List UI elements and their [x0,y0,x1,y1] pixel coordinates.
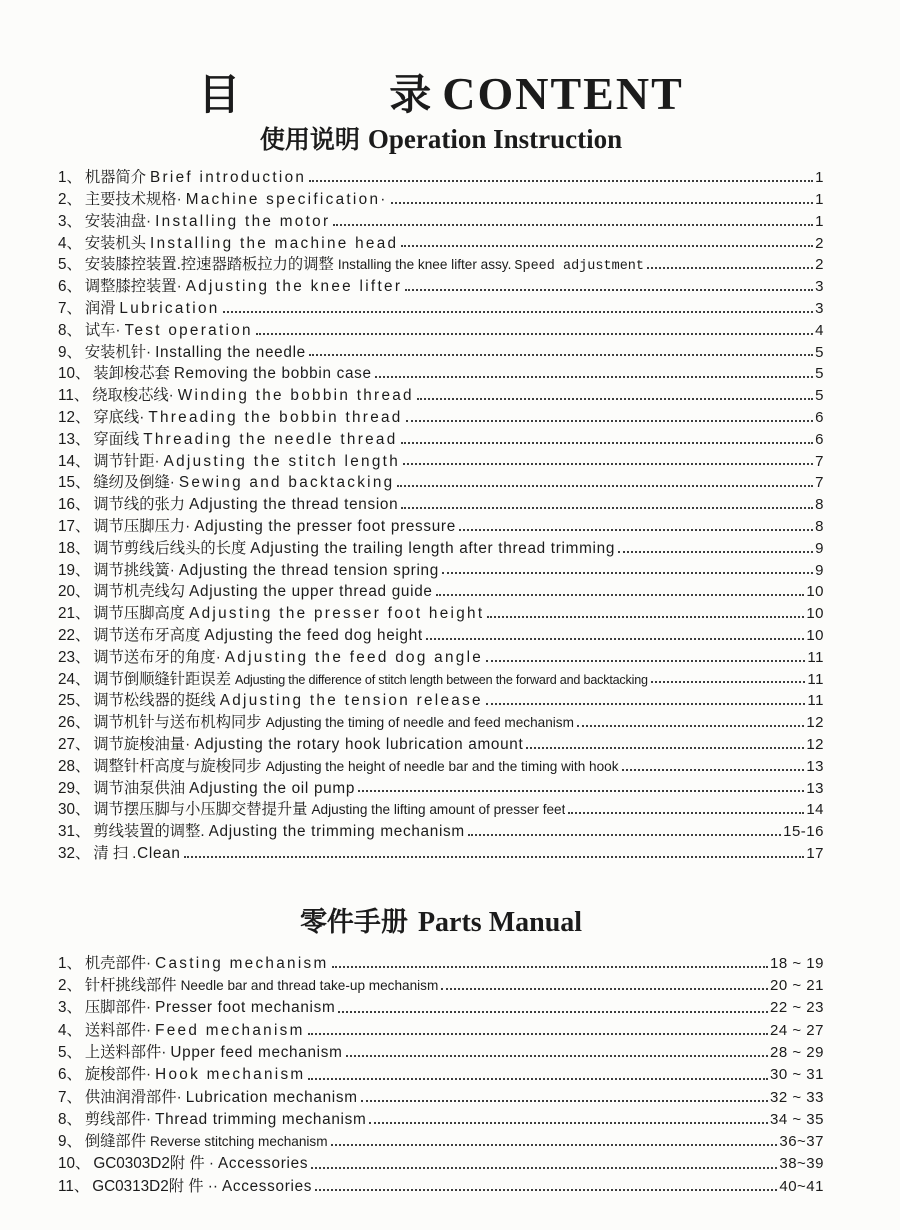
toc-row [58,819,824,841]
toc-item-page: 2 [815,234,824,252]
dotted-leader [426,638,804,640]
toc-item-title-zh: 调节线的张力 [93,496,186,514]
toc-item-title-en: Lubrication mechanism [185,1088,358,1106]
toc-item-page: 6 [815,430,824,448]
toc-item-title-en: Adjusting the lifting amount of presser feet [311,802,566,818]
toc-item-number: 10、 [58,365,91,383]
toc-item-number: 26、 [58,714,91,732]
parts-manual-heading [58,900,824,939]
toc-item-title-zh: 试车· [84,321,121,339]
toc-row [58,579,824,601]
toc-item-number: 9、 [58,1133,82,1151]
toc-item-title-en: Adjusting the feed dog angle [224,648,484,666]
toc-item-number: 31、 [58,823,91,841]
toc-item-title-zh: 剪线装置的调整. [93,823,205,841]
toc-row [58,449,824,471]
toc-row [58,1062,824,1084]
toc-item-number: 23、 [58,648,91,666]
dotted-leader [622,769,805,771]
toc-item-title-zh: 调节倒顺缝针距误差 [93,670,231,688]
toc-item-title-zh: 安装机头 [84,234,147,252]
dotted-leader [369,1122,768,1124]
toc-item-page: 20 ~ 21 [770,977,824,995]
toc-item-number: 15、 [58,474,91,492]
dotted-leader [401,507,813,509]
toc-item-title-zh: 上送料部件· [84,1043,167,1061]
toc-item-title-zh: GC0303D2附 件 · [93,1155,215,1173]
toc-item-number: 25、 [58,692,91,710]
toc-row [58,973,824,995]
toc-row [58,165,824,187]
dotted-leader [315,1189,777,1191]
toc-row [58,1040,824,1062]
toc-row [58,1129,824,1151]
toc-item-title-zh: 调节挑线簧· [93,561,175,579]
toc-item-title-en: Accessories [218,1155,309,1173]
toc-item-title-en: Adjusting the trailing length after thread trimming [250,539,616,557]
page-subtitle [58,120,824,156]
toc-item-page: 14 [806,801,824,819]
toc-item-title-en: Installing the knee lifter assy. [337,257,512,273]
dotted-leader [441,988,768,990]
dotted-leader [309,354,813,356]
toc-item-number: 2、 [58,977,82,995]
toc-item-number: 5、 [58,1043,82,1061]
toc-item-page: 13 [806,779,824,797]
dotted-leader [577,725,804,727]
toc-item-number: 21、 [58,605,91,623]
toc-row [58,797,824,819]
toc-item-title-en: Adjusting the height of needle bar and the timing with hook [265,758,619,774]
dotted-leader [308,1033,768,1035]
title-zh-left: 目 [198,71,242,118]
toc-item-title-zh: 针杆挑线部件 [84,977,177,995]
toc-item-title-en: Needle bar and thread take-up mechanism [180,978,439,994]
toc-item-number: 8、 [58,321,82,339]
toc-item-title-en: Adjusting the stitch length [163,452,401,470]
toc-item-number: 32、 [58,845,91,862]
toc-item-page: 22 ~ 23 [770,999,824,1017]
toc-row [58,732,824,754]
toc-item-title-en: Machine specification· [185,191,388,209]
toc-row [58,645,824,667]
dotted-leader [406,420,814,422]
toc-item-number: 1、 [58,169,82,187]
dotted-leader [397,485,813,487]
toc-item-page: 3 [815,278,824,296]
toc-item-title-zh: 清 扫 [93,845,129,862]
toc-item-number: 13、 [58,430,91,448]
toc-item-title-en: Threading the needle thread [143,430,398,448]
toc-row [58,383,824,405]
toc-item-page: 2 [815,256,824,274]
toc-row [58,405,824,427]
toc-item-page: 1 [815,212,824,230]
toc-item-number: 8、 [58,1110,82,1128]
toc-item-page: 36~37 [779,1133,824,1151]
toc-row [58,296,824,318]
toc-item-title-en: Installing the machine head [150,234,399,252]
toc-row [58,951,824,973]
toc-item-title-zh: 调节压脚压力· [93,518,191,536]
toc-item-title-en: Adjusting the presser foot pressure [194,518,456,536]
toc-item-page: 38~39 [779,1155,824,1173]
toc-row [58,470,824,492]
toc-row [58,209,824,231]
toc-item-title-zh: 调节送布牙的角度· [93,648,221,666]
toc-item-title-en: Lubrication [119,300,220,318]
toc-item-title-en: Sewing and backtacking [178,474,395,492]
dotted-leader [568,812,804,814]
dotted-leader [526,747,804,749]
toc-item-number: 30、 [58,801,91,819]
toc-item-number: 4、 [58,1021,82,1039]
dotted-leader [468,834,781,836]
toc-item-page: 1 [815,169,824,187]
title-en: CONTENT [442,68,684,119]
toc-item-title-zh: 调节送布牙高度 [93,627,201,645]
toc-item-title-en: Adjusting the difference of stitch length between the forward and backtacking [235,672,648,687]
toc-item-page: 12 [806,736,824,754]
toc-item-page: 32 ~ 33 [770,1088,824,1106]
toc-item-title-en: Threading the bobbin thread [148,409,403,427]
dotted-leader [256,333,813,335]
toc-row [58,623,824,645]
toc-item-number: 18、 [58,539,91,557]
toc-item-number: 7、 [58,1088,82,1106]
toc-item-page: 8 [815,518,824,536]
toc-row [58,427,824,449]
dotted-leader [223,311,814,313]
toc-item-page: 9 [815,561,824,579]
toc-row [58,601,824,623]
toc-row [58,187,824,209]
dotted-leader [309,180,813,182]
toc-row [58,492,824,514]
title-zh-right: 录 [389,71,433,118]
parts-heading-zh: 零件手册 [299,906,408,937]
toc-row [58,710,824,732]
dotted-leader [459,529,813,531]
toc-item-title-en: Presser foot mechanism [155,999,336,1017]
toc-item-title-zh: 调节剪线后线头的长度 [93,539,247,557]
toc-item-title-zh: 装卸梭芯套 [93,365,170,383]
toc-row [58,536,824,558]
dotted-leader [332,966,768,968]
toc-item-title-en: Reverse stitching mechanism [150,1134,328,1150]
toc-item-number: 24、 [58,670,91,688]
toc-item-title-en: Adjusting the feed dog height [204,627,423,645]
toc-item-title-zh: 调整针杆高度与旋梭同步 [93,757,262,775]
toc-item-page: 8 [815,496,824,514]
toc-item-title-en: Adjusting the rotary hook lubrication amount [194,736,524,754]
toc-item-number: 6、 [58,1066,82,1084]
toc-item-title-zh: 调节机壳线勾 [93,583,186,601]
toc-item-title-en: Accessories [222,1177,313,1195]
toc-item-title-zh: 调节松线器的挺线 [93,692,216,710]
page-title [58,70,824,118]
toc-row [58,361,824,383]
toc-item-number: 11、 [58,1177,90,1195]
toc-item-title-en: Adjusting the thread tension [189,496,399,514]
toc-item-number: 5、 [58,256,82,274]
toc-item-number: 12、 [58,409,91,427]
toc-item-number: 10、 [58,1155,91,1173]
toc-row [58,274,824,296]
toc-item-title-en: Adjusting the trimming mechanism [208,823,465,841]
toc-item-title-zh: 压脚部件· [84,999,152,1017]
toc-item-title-en: Adjusting the thread tension spring [178,561,439,579]
toc-row [58,776,824,798]
toc-item-title-zh: 旋梭部件· [84,1066,152,1084]
toc-item-title-zh: 调整膝控装置· [84,278,182,296]
dotted-leader [618,551,813,553]
toc-item-page: 34 ~ 35 [770,1110,824,1128]
toc-item-title-zh: 安装油盘· [84,212,152,230]
toc-item-title-zh: GC0313D2附 件 ·· [92,1177,218,1195]
toc-item-title-en: Adjusting the knee lifter [185,278,403,296]
toc-item-title-en: Test operation [124,321,253,339]
toc-item-page: 6 [815,409,824,427]
toc-item-title-zh: 送料部件· [84,1021,152,1039]
toc-item-page: 5 [815,387,824,405]
toc-item-title-en: Casting mechanism [155,954,329,972]
toc-item-title-en: Brief introduction [150,169,307,187]
toc-item-title-en: Adjusting the oil pump [189,779,356,797]
toc-item-title-zh: 润滑 [84,300,116,318]
toc-row [58,1107,824,1129]
toc-item-number: 22、 [58,627,91,645]
toc-item-title-zh: 主要技术规格· [84,191,182,209]
dotted-leader [308,1078,768,1080]
toc-item-page: 9 [815,539,824,557]
toc-item-page: 30 ~ 31 [770,1066,824,1084]
toc-item-page: 10 [806,583,824,601]
toc-item-title-zh: 剪线部件· [84,1110,152,1128]
toc-item-title-zh: 调节摆压脚与小压脚交替提升量 [93,801,308,819]
dotted-leader [651,681,806,683]
toc-item-number: 9、 [58,343,82,361]
toc-row [58,318,824,340]
toc-item-title-zh: 安装机针· [84,343,152,361]
parts-heading-en: Parts Manual [417,906,583,938]
toc-item-title-en: Adjusting the tension release [219,692,483,710]
toc-item-number: 11、 [58,387,90,405]
toc-row [58,1018,824,1040]
toc-item-number: 4、 [58,234,82,252]
dotted-leader [358,790,804,792]
toc-item-title-en: Upper feed mechanism [170,1043,343,1061]
dotted-leader [417,398,813,400]
operation-instruction-toc [58,165,824,863]
toc-item-number: 16、 [58,496,91,514]
toc-item-title-zh: 机壳部件· [84,954,152,972]
toc-item-title-zh: 安装膝控装置.控速器踏板拉力的调整 [84,256,334,274]
toc-item-page: 4 [815,321,824,339]
toc-item-page: 28 ~ 29 [770,1043,824,1061]
toc-item-page: 40~41 [779,1177,824,1195]
toc-item-number: 3、 [58,212,82,230]
dotted-leader [311,1167,777,1169]
toc-item-title-zh: 调节旋梭油量· [93,736,191,754]
dotted-leader [375,376,813,378]
toc-item-number: 17、 [58,518,91,536]
toc-item-page: 12 [806,714,824,732]
dotted-leader [442,572,813,574]
toc-item-title-zh: 调节压脚高度 [93,605,186,623]
dotted-leader [184,856,805,858]
toc-item-number: 2、 [58,191,82,209]
toc-row [58,995,824,1017]
toc-item-page: 15-16 [783,823,824,841]
dotted-leader [436,594,805,596]
toc-item-title-en: Feed mechanism [155,1021,305,1039]
toc-row [58,754,824,776]
dotted-leader [333,224,813,226]
toc-item-page: 18 ~ 19 [770,954,824,972]
toc-item-page: 10 [806,605,824,623]
toc-item-number: 3、 [58,999,82,1017]
dotted-leader [346,1055,768,1057]
toc-item-title-zh: 穿面线 [93,430,140,448]
toc-item-title-en: Adjusting the upper thread guide [189,583,433,601]
toc-item-title-en: Installing the needle [155,343,306,361]
toc-item-number: 19、 [58,561,91,579]
dotted-leader [405,289,813,291]
toc-item-title-en: Winding the bobbin thread [177,387,414,405]
dotted-leader [361,1100,768,1102]
dotted-leader [401,442,814,444]
toc-item-page: 5 [815,365,824,383]
subtitle-zh: 使用说明 [259,126,360,155]
toc-row [58,667,824,689]
toc-item-page: 17 [806,845,824,862]
toc-item-page: 7 [815,452,824,470]
toc-item-page: 24 ~ 27 [770,1021,824,1039]
toc-row [58,340,824,362]
toc-item-number: 7、 [58,300,82,318]
dotted-leader [403,463,813,465]
toc-item-title-en: Hook mechanism [155,1066,306,1084]
dotted-leader [331,1144,778,1146]
toc-row [58,231,824,253]
toc-item-page: 7 [815,474,824,492]
toc-item-title-zh: 机器简介 [84,169,147,187]
dotted-leader [401,245,813,247]
toc-item-title-zh: 穿底线· [93,409,145,427]
toc-item-number: 27、 [58,736,91,754]
toc-row [58,558,824,580]
toc-item-title-zh: 调节机针与送布机构同步 [93,714,262,732]
dotted-leader [391,202,814,204]
toc-item-title-en: Removing the bobbin case [173,365,372,383]
dotted-leader [338,1011,768,1013]
toc-item-page: 3 [815,300,824,318]
toc-item-page: 10 [806,627,824,645]
toc-row [58,1151,824,1173]
toc-item-title-zh: 倒缝部件 [84,1133,147,1151]
toc-item-number: 20、 [58,583,91,601]
toc-item-title-zh: 缝纫及倒缝· [93,474,175,492]
dotted-leader [647,267,813,269]
toc-row [58,1174,824,1196]
toc-item-page: 11 [807,670,824,688]
toc-item-page: 11 [807,648,824,666]
toc-item-title-en: .Clean [132,845,181,862]
toc-item-page: 11 [807,692,824,710]
subtitle-en: Operation Instruction [367,124,623,155]
toc-item-title-en: Thread trimming mechanism [155,1110,367,1128]
toc-row [58,1085,824,1107]
toc-row [58,688,824,710]
toc-item-title-en: Adjusting the timing of needle and feed mechanism [265,715,574,731]
toc-item-number: 1、 [58,954,82,972]
toc-item-number: 28、 [58,757,91,775]
parts-manual-toc [58,951,824,1196]
toc-item-number: 6、 [58,278,82,296]
toc-item-title-zh: 绕取梭芯线· [92,387,174,405]
toc-item-page: 13 [806,757,824,775]
toc-item-title-zh: 调节油泵供油 [93,779,186,797]
dotted-leader [486,660,805,662]
toc-item-title-en: Adjusting the presser foot height [189,605,485,623]
toc-item-page: 5 [815,343,824,361]
dotted-leader [487,616,804,618]
toc-row [58,841,824,863]
toc-row [58,252,824,274]
dotted-leader [486,703,806,705]
toc-item-title-en: Installing the motor [155,212,331,230]
toc-item-title-zh: 供油润滑部件· [84,1088,182,1106]
toc-item-number: 29、 [58,779,91,797]
toc-item-number: 14、 [58,452,91,470]
toc-item-title-zh: 调节针距· [93,452,160,470]
toc-item-page: 1 [815,191,824,209]
toc-row [58,514,824,536]
toc-item-title-en-extra: Speed adjustment [514,259,644,275]
